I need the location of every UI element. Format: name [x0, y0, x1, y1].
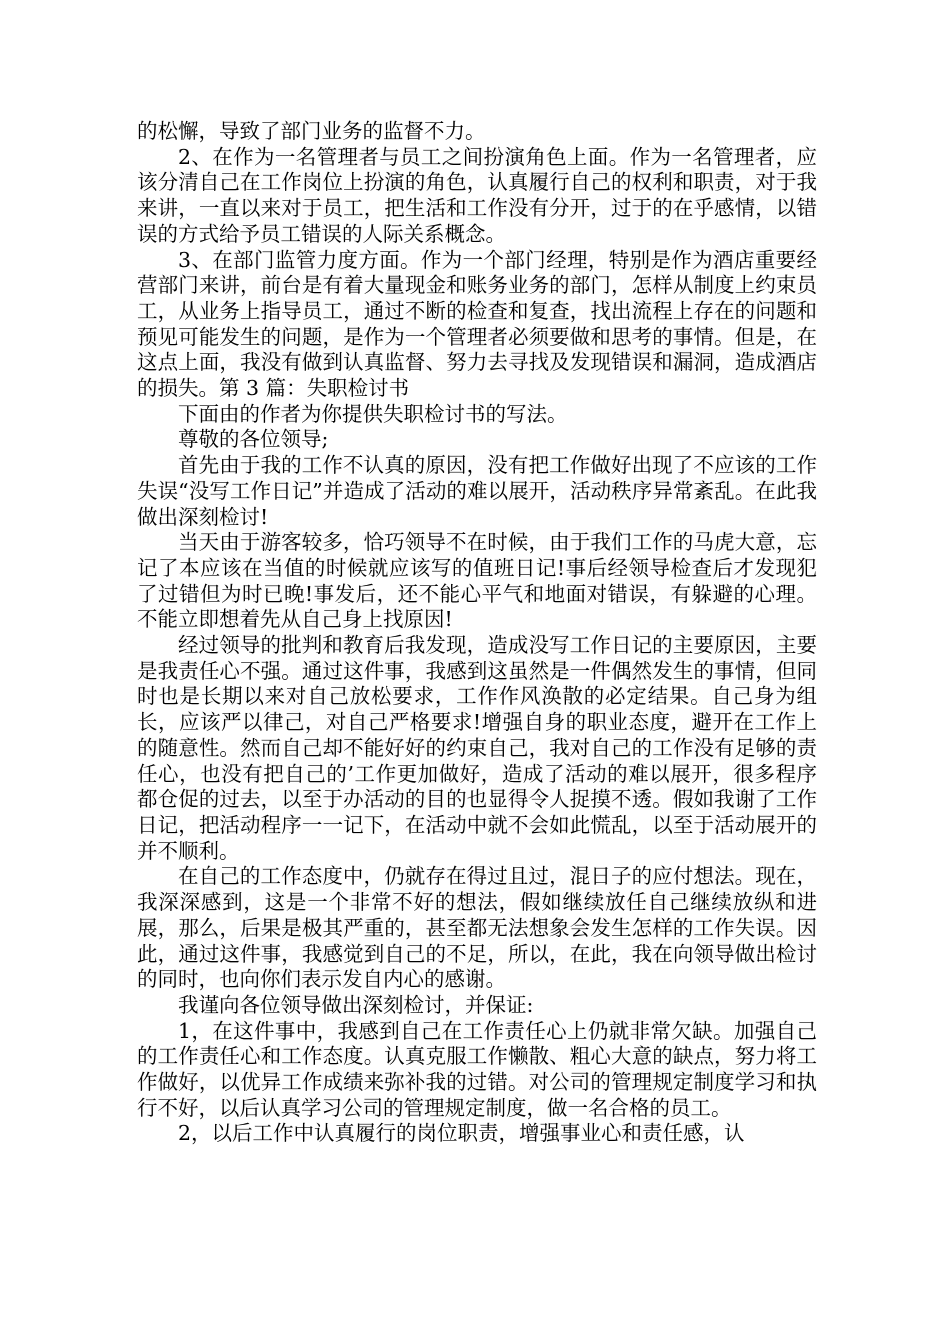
paragraph-attitude: 在自己的工作态度中，仍就存在得过且过，混日子的应付想法。现在，我深深感到，这是一个非常不好的想法，假如继续放任自己继续放纵和进展，那么，后果是极其严重的，甚至都无法想象会发生怎样的工作失误。因此，通过这件事，我感觉到自己的不足，所以，在此，我在向领导做出检讨的同时，也向你们表示发自内心的感谢。	[137, 864, 817, 992]
paragraph-intro: 下面由的作者为你提供失职检讨书的写法。	[178, 401, 568, 426]
paragraph-supervision-point: 3、在部门监管力度方面。作为一个部门经理，特别是作为酒店重要经营部门来讲，前台是有着大量现金和账务业务的部门，怎样从制度上约束员工，从业务上指导员工，通过不断的检查和复查，找出流程上存在的问题和预见可能发生的问题，是作为一个管理者必须要做和思考的事情。但是，在这点上面，我没有做到认真监督、努力去寻找及发现错误和漏洞，造成酒店的损失。第 3 篇：失职检讨书	[137, 247, 817, 401]
document-body	[137, 119, 817, 1147]
salutation: 尊敬的各位领导;	[178, 427, 329, 452]
paragraph-role-point: 2、在作为一名管理者与员工之间扮演角色上面。作为一名管理者，应该分清自己在工作岗位上扮演的角色，认真履行自己的权利和职责，对于我来讲，一直以来对于员工，把生活和工作没有分开，过于的在乎感情，以错误的方式给予员工错误的人际关系概念。	[137, 144, 817, 246]
paragraph-pledge-2: 2，以后工作中认真履行的岗位职责，增强事业心和责任感，认	[178, 1121, 745, 1146]
paragraph-incident: 当天由于游客较多，恰巧领导不在时候，由于我们工作的马虎大意，忘记了本应该在当值的时候就应该写的值班日记!事后经领导检查后才发现犯了过错但为时已晚!事发后，还不能心平气和地面对错误，有躲避的心理。不能立即想着先从自己身上找原因!	[137, 530, 817, 632]
paragraph-pledge-intro: 我谨向各位领导做出深刻检讨，并保证:	[178, 992, 534, 1017]
paragraph-pledge-1: 1，在这件事中，我感到自己在工作责任心上仍就非常欠缺。加强自己的工作责任心和工作态度。认真克服工作懒散、粗心大意的缺点，努力将工作做好，以优异工作成绩来弥补我的过错。对公司的管理规定制度学习和执行不好，以后认真学习公司的管理规定制度，做一名合格的员工。	[137, 1018, 817, 1120]
paragraph-apology: 首先由于我的工作不认真的原因，没有把工作做好出现了不应该的工作失误“没写工作日记”并造成了活动的难以展开，活动秩序异常紊乱。在此我做出深刻检讨!	[137, 453, 817, 529]
paragraph-continuation: 的松懈，导致了部门业务的监督不力。	[137, 119, 486, 143]
paragraph-reflection: 经过领导的批判和教育后我发现，造成没写工作日记的主要原因，主要是我责任心不强。通过这件事，我感到这虽然是一件偶然发生的事情，但同时也是长期以来对自己放松要求，工作作风涣散的必定结果。自己身为组长，应该严以律己，对自己严格要求!增强自身的职业态度，避开在工作上的随意性。然而自己却不能好好的约束自己，我对自己的工作没有足够的责任心，也没有把自己的’工作更加做好，造成了活动的难以展开，很多程序都仓促的过去，以至于办活动的目的也显得令人捉摸不透。假如我谢了工作日记，把活动程序一一记下，在活动中就不会如此慌乱，以至于活动展开的并不顺利。	[137, 633, 817, 863]
